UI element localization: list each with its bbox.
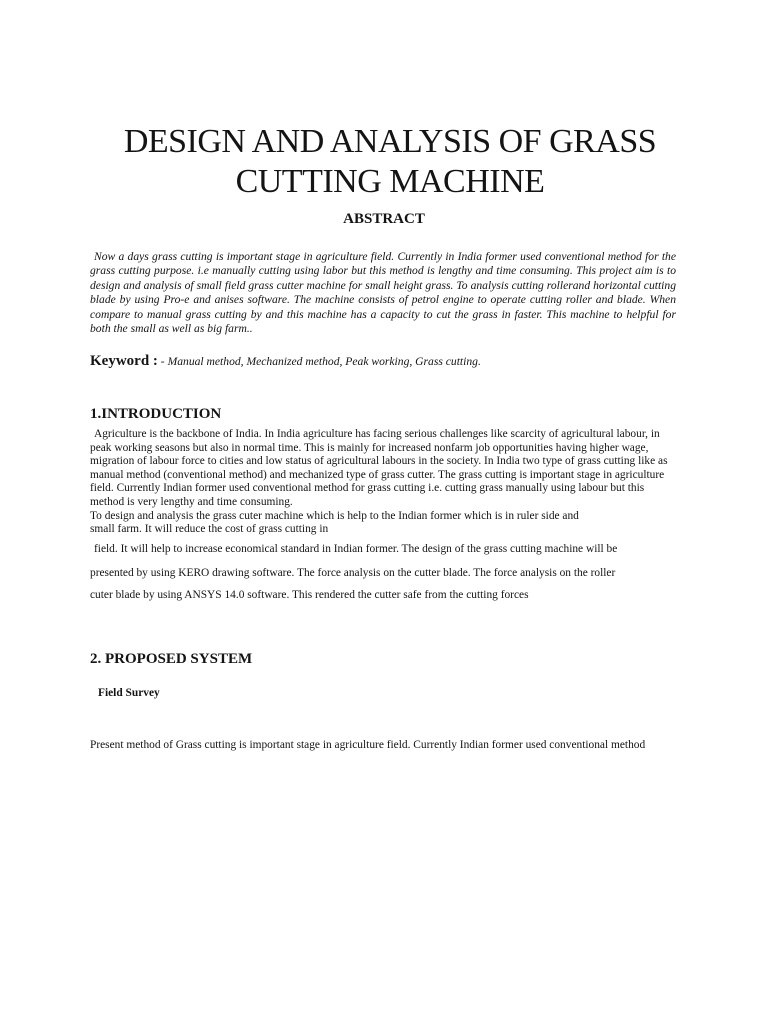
introduction-heading: 1.INTRODUCTION	[90, 406, 222, 422]
keyword-values: - Manual method, Mechanized method, Peak working, Grass cutting.	[157, 355, 481, 368]
introduction-body	[90, 428, 680, 537]
abstract-text: Now a days grass cutting is important stage in agriculture field. Currently in India former used conventional method for the grass cutting purpose. i.e manually cutting using labor but this method is lengthy and time consuming. This project aim is to design and analysis of small field grass cutter machine for small height grass. To analysis cutting rollerand horizontal cutting blade by using Pro-e and anises software. The machine consists of petrol engine to operate cutting roller and blade. When compare to manual grass cutting by and this machine has a capacity to cut the grass in faster. This machine to helpful for both the small as well as big farm..	[90, 250, 676, 336]
introduction-paragraph: Agriculture is the backbone of India. In India agriculture has facing serious challenges like scarcity of agricultural labour, in peak working seasons but also in normal time. This is mainly for increased nonfarm job opportunities having higher wage, migration of labour force to cities and low status of agricultural labours in the society. In India two type of grass cutting like as manual method (conventional method) and mechanized type of grass cutter. The grass cutting is important stage in agriculture field. Currently Indian former used conventional method for grass cutting i.e. cutting grass manually using labour but this method is very lengthy and time consuming.	[90, 428, 668, 508]
field-survey-heading: Field Survey	[98, 687, 160, 699]
proposed-system-heading: 2. PROPOSED SYSTEM	[90, 651, 253, 667]
field-survey-text: Present method of Grass cutting is important stage in agriculture field. Currently Indian former used conventional method	[90, 739, 646, 751]
keyword-label: Keyword :	[90, 353, 158, 369]
keyword-line	[90, 353, 690, 370]
introduction-line-a: field. It will help to increase economical standard in Indian former. The design of the grass cutting machine will be	[94, 543, 618, 555]
introduction-paragraph-2-line-2: small farm. It will reduce the cost of grass cutting in	[90, 523, 329, 536]
introduction-line-b: presented by using KERO drawing software. The force analysis on the cutter blade. The force analysis on the roller	[90, 567, 616, 579]
introduction-paragraph-2-line-1: To design and analysis the grass cuter machine which is help to the Indian former which is in ruler side and	[90, 509, 579, 522]
abstract-heading: ABSTRACT	[343, 211, 425, 227]
introduction-line-c: cuter blade by using ANSYS 14.0 software. This rendered the cutter safe from the cutting forces	[90, 589, 529, 601]
paper-title: DESIGN AND ANALYSIS OF GRASS CUTTING MACHINE	[123, 123, 657, 200]
